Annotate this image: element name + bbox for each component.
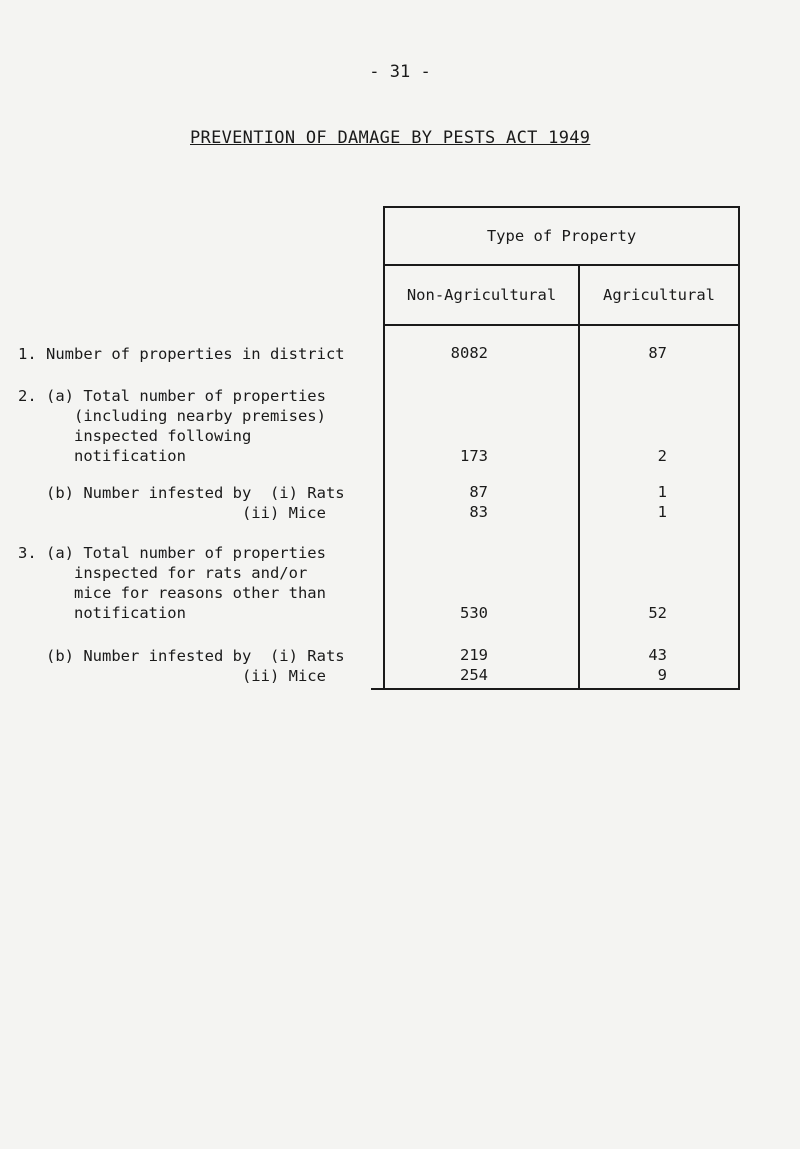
group-header: Type of Property (486, 227, 637, 245)
cell-agricultural: 87 (648, 344, 667, 362)
cell-non-agricultural: 87 (469, 483, 488, 501)
cell-non-agricultural: 173 (460, 447, 488, 465)
cell-non-agricultural: 83 (469, 503, 488, 521)
cell-non-agricultural: 8082 (450, 344, 488, 362)
cell-agricultural: 9 (657, 666, 667, 684)
row-label: (ii) Mice (18, 667, 326, 685)
cell-agricultural: 43 (648, 646, 667, 664)
header-rule (385, 264, 738, 266)
row-label: 3. (a) Total number of properties inspected for rats and/or mice for reasons other than notification (18, 544, 326, 622)
cell-agricultural: 1 (657, 483, 667, 501)
page-number: - 31 - (369, 62, 431, 82)
row-label: (b) Number infested by (i) Rats (18, 484, 345, 502)
subheader-rule (385, 324, 738, 326)
column-divider (578, 264, 580, 690)
cell-non-agricultural: 219 (460, 646, 488, 664)
page-title: PREVENTION OF DAMAGE BY PESTS ACT 1949 (190, 128, 591, 148)
col-header-non-agricultural: Non-Agricultural (406, 286, 557, 304)
bottom-rule (371, 688, 740, 690)
row-label: (ii) Mice (18, 504, 326, 522)
col-header-agricultural: Agricultural (603, 286, 715, 304)
cell-agricultural: 2 (657, 447, 667, 465)
cell-agricultural: 1 (657, 503, 667, 521)
cell-non-agricultural: 254 (460, 666, 488, 684)
cell-non-agricultural: 530 (460, 604, 488, 622)
row-label: 2. (a) Total number of properties (including nearby premises) inspected following notification (18, 387, 326, 465)
row-label: (b) Number infested by (i) Rats (18, 647, 345, 665)
cell-agricultural: 52 (648, 604, 667, 622)
row-label: 1. Number of properties in district (18, 345, 345, 363)
